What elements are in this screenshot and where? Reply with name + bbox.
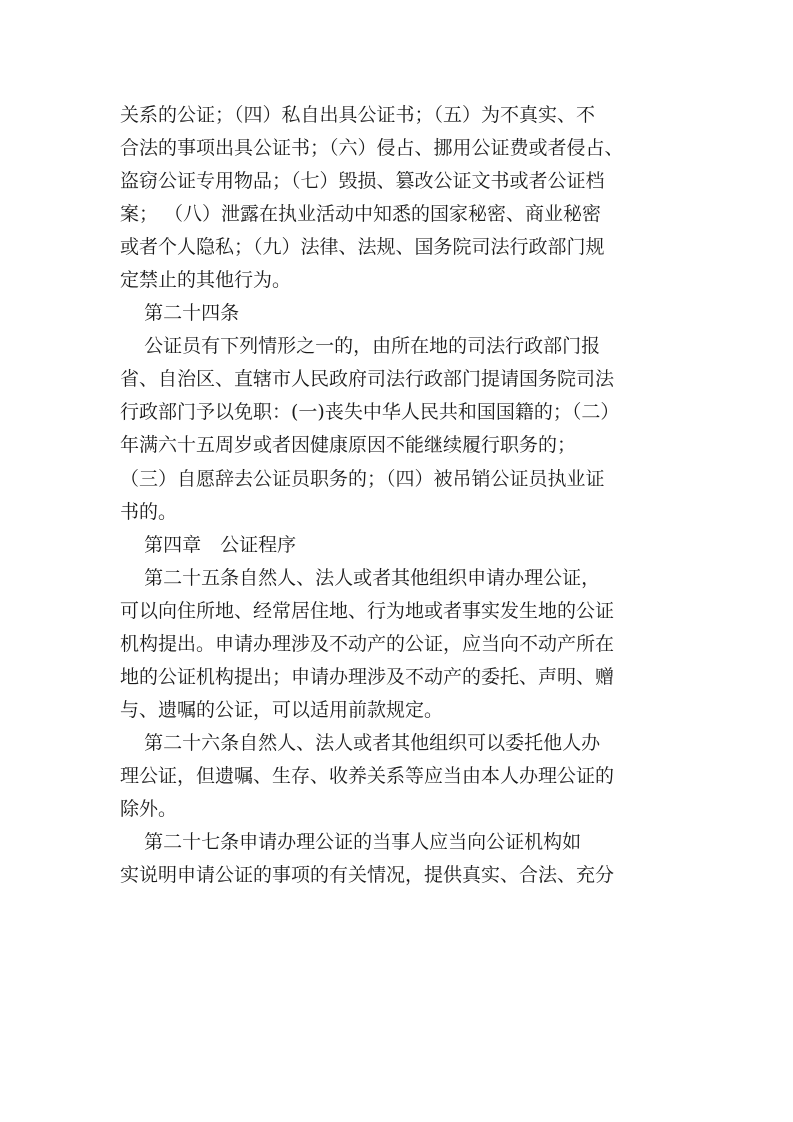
text-line: 或者个人隐私；（九）法律、法规、国务院司法行政部门规 [120,236,605,259]
text-line: 机构提出。申请办理涉及不动产的公证，应当向不动产所在 [120,632,615,655]
text-line: 合法的事项出具公证书；（六）侵占、挪用公证费或者侵占、 [120,137,624,160]
text-line: 关系的公证；（四）私自出具公证书；（五）为不真实、不 [120,104,596,126]
text-line: 理公证，但遗嘱、生存、收养关系等应当由本人办理公证的 [120,764,615,787]
text-line: 除外。 [120,797,178,820]
article-heading: 第二十四条 [120,302,240,325]
text-line: 公证员有下列情形之一的，由所在地的司法行政部门报 [120,335,601,358]
text-line: 可以向住所地、经常居住地、行为地或者事实发生地的公证 [120,599,615,622]
text-line: 案； （八）泄露在执业活动中知悉的国家秘密、商业秘密 [120,203,602,226]
text-line: 书的。 [120,500,178,523]
text-line: 省、自治区、直辖市人民政府司法行政部门提请国务院司法 [120,368,615,391]
text-line: 盗窃公证专用物品；（七）毁损、篡改公证文书或者公证档 [120,170,605,193]
document-body [120,99,678,892]
text-line: （三）自愿辞去公证员职务的；（四）被吊销公证员执业证 [120,467,605,490]
text-line: 第二十七条申请办理公证的当事人应当向公证机构如 [120,831,582,854]
chapter-heading: 第四章 公证程序 [120,533,297,556]
text-line: 行政部门予以免职：(一)丧失中华人民共和国国籍的；（二） [120,401,620,424]
text-line: 与、遗嘱的公证，可以适用前款规定。 [120,698,444,721]
text-line: 地的公证机构提出；申请办理涉及不动产的委托、声明、赠 [120,665,615,688]
text-line: 定禁止的其他行为。 [120,269,292,292]
text-line: 第二十五条自然人、法人或者其他组织申请办理公证， [120,566,601,589]
text-line: 实说明申请公证的事项的有关情况，提供真实、合法、充分 [120,864,615,887]
text-line: 第二十六条自然人、法人或者其他组织可以委托他人办 [120,731,601,754]
text-line: 年满六十五周岁或者因健康原因不能继续履行职务的； [120,434,577,457]
